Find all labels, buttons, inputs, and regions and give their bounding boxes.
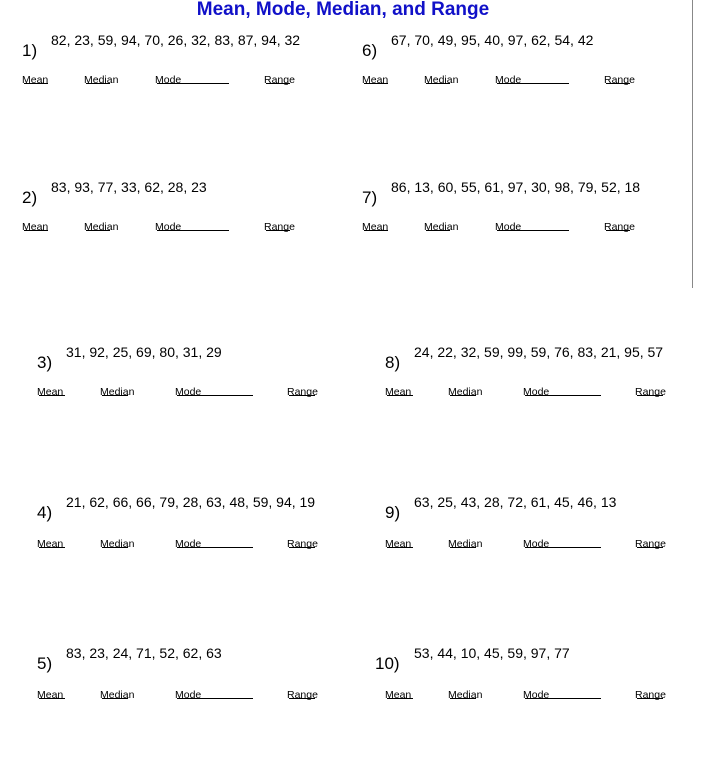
mode-label: Mode: [175, 386, 202, 398]
mean-label: Mean: [385, 538, 412, 550]
mean-label: Mean: [22, 221, 49, 233]
mean-label: Mean: [37, 538, 64, 550]
margin-divider: [692, 0, 693, 288]
problem-number: 4): [37, 503, 53, 522]
problem-values: 24, 22, 32, 59, 99, 59, 76, 83, 21, 95, 57: [414, 344, 664, 360]
mode-label: Mode: [155, 221, 182, 233]
worksheet-title: Mean, Mode, Median, and Range: [196, 0, 490, 20]
problem-values: 53, 44, 10, 45, 59, 97, 77: [414, 645, 570, 661]
mean-label: Mean: [37, 386, 64, 398]
range-label: Range: [604, 74, 635, 86]
range-label: Range: [287, 689, 318, 701]
median-label: Median: [84, 74, 119, 86]
median-label: Median: [100, 689, 135, 701]
problem-values: 63, 25, 43, 28, 72, 61, 45, 46, 13: [414, 494, 617, 510]
problem-values: 82, 23, 59, 94, 70, 26, 32, 83, 87, 94, 32: [51, 32, 301, 48]
mode-label: Mode: [155, 74, 182, 86]
median-label: Median: [448, 689, 483, 701]
problem-number: 8): [385, 353, 401, 372]
mode-label: Mode: [523, 689, 550, 701]
problem-values: 31, 92, 25, 69, 80, 31, 29: [66, 344, 222, 360]
problem-values: 21, 62, 66, 66, 79, 28, 63, 48, 59, 94, 19: [66, 494, 316, 510]
mean-label: Mean: [385, 386, 412, 398]
mean-label: Mean: [362, 74, 389, 86]
median-label: Median: [424, 74, 459, 86]
range-label: Range: [635, 689, 666, 701]
median-label: Median: [100, 386, 135, 398]
problem-number: 7): [362, 188, 378, 207]
range-label: Range: [635, 538, 666, 550]
range-label: Range: [635, 386, 666, 398]
problem-number: 10): [375, 654, 400, 673]
problem-values: 67, 70, 49, 95, 40, 97, 62, 54, 42: [391, 32, 594, 48]
mean-label: Mean: [22, 74, 49, 86]
mode-label: Mode: [175, 689, 202, 701]
mode-label: Mode: [495, 74, 522, 86]
problem-number: 3): [37, 353, 53, 372]
median-label: Median: [424, 221, 459, 233]
range-label: Range: [604, 221, 635, 233]
range-label: Range: [264, 74, 295, 86]
mode-label: Mode: [523, 538, 550, 550]
mode-label: Mode: [523, 386, 550, 398]
mode-label: Mode: [495, 221, 522, 233]
problem-number: 5): [37, 654, 53, 673]
problem-number: 6): [362, 41, 378, 60]
median-label: Median: [84, 221, 119, 233]
mean-label: Mean: [362, 221, 389, 233]
range-label: Range: [287, 538, 318, 550]
problem-number: 2): [22, 188, 38, 207]
problem-values: 86, 13, 60, 55, 61, 97, 30, 98, 79, 52, 18: [391, 179, 641, 195]
range-label: Range: [264, 221, 295, 233]
median-label: Median: [448, 386, 483, 398]
problem-values: 83, 93, 77, 33, 62, 28, 23: [51, 179, 207, 195]
median-label: Median: [100, 538, 135, 550]
mean-label: Mean: [37, 689, 64, 701]
median-label: Median: [448, 538, 483, 550]
mean-label: Mean: [385, 689, 412, 701]
range-label: Range: [287, 386, 318, 398]
problem-values: 83, 23, 24, 71, 52, 62, 63: [66, 645, 222, 661]
problem-number: 9): [385, 503, 401, 522]
mode-label: Mode: [175, 538, 202, 550]
problem-number: 1): [22, 41, 38, 60]
